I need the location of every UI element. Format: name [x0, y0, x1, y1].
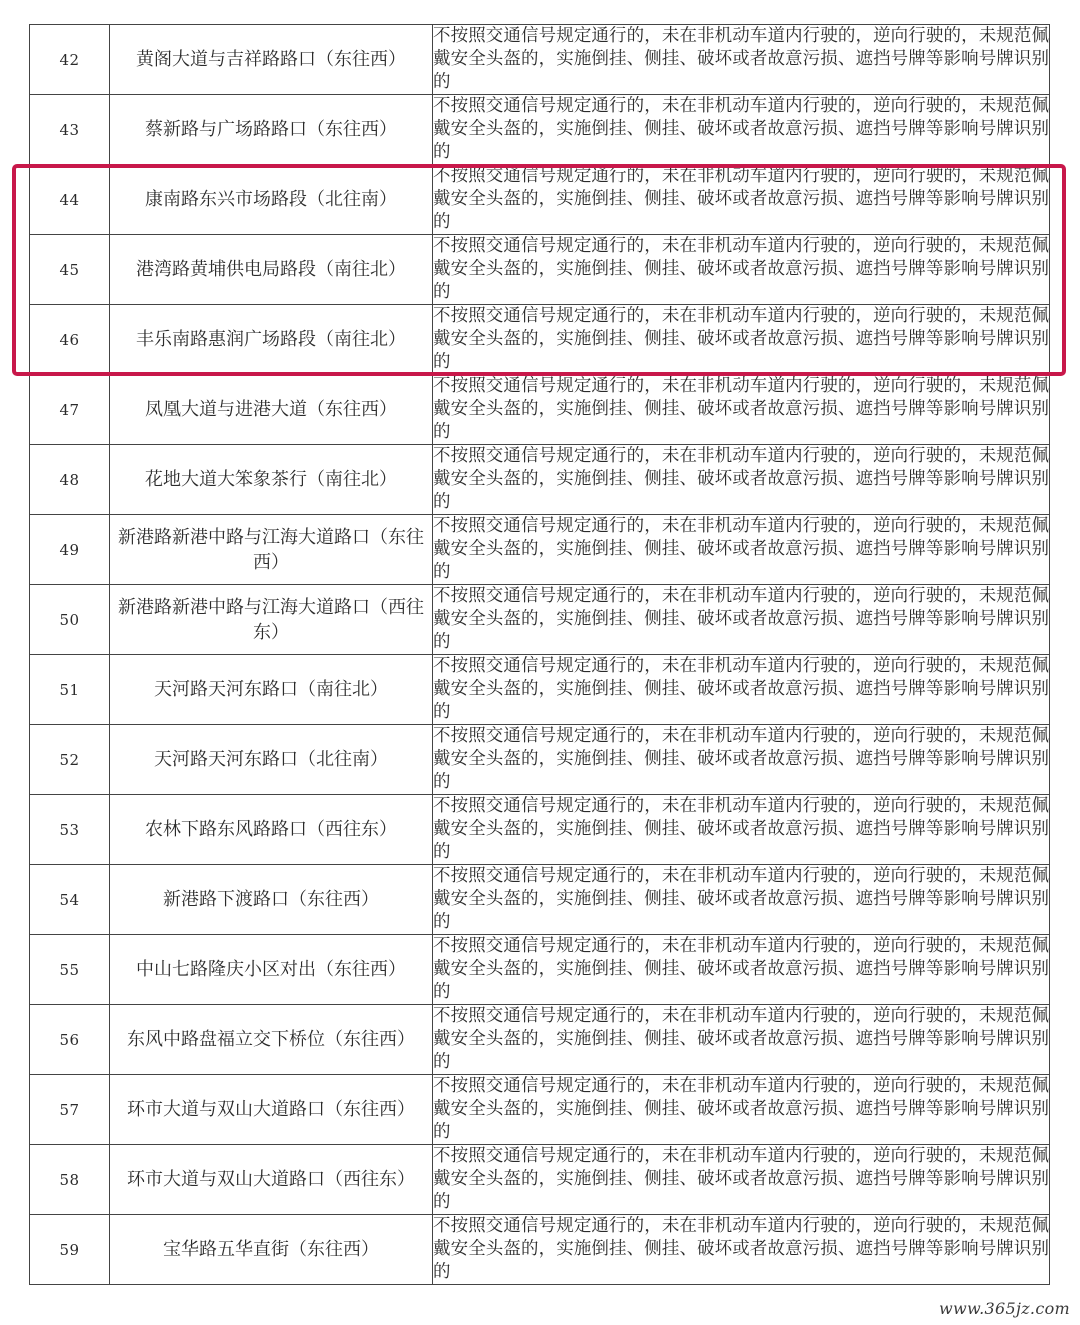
location-cell: 环市大道与双山大道路口（西往东） — [110, 1145, 433, 1215]
location-cell: 新港路新港中路与江海大道路口（东往西） — [110, 515, 433, 585]
violations-text: 不按照交通信号规定通行的，未在非机动车道内行驶的，逆向行驶的，未规范佩戴安全头盔的，实施倒挂、侧挂、破坏或者故意污损、遮挡号牌等影响号牌识别的 — [433, 1006, 1049, 1072]
violations-text: 不按照交通信号规定通行的，未在非机动车道内行驶的，逆向行驶的，未规范佩戴安全头盔的，实施倒挂、侧挂、破坏或者故意污损、遮挡号牌等影响号牌识别的 — [433, 796, 1049, 862]
location-cell: 环市大道与双山大道路口（东往西） — [110, 1075, 433, 1145]
row-number: 44 — [30, 165, 110, 235]
enforcement-location-table — [29, 24, 1050, 1285]
violations-text: 不按照交通信号规定通行的，未在非机动车道内行驶的，逆向行驶的，未规范佩戴安全头盔的，实施倒挂、侧挂、破坏或者故意污损、遮挡号牌等影响号牌识别的 — [433, 446, 1049, 512]
location-cell: 蔡新路与广场路路口（东往西） — [110, 95, 433, 165]
location-cell: 东风中路盘福立交下桥位（东往西） — [110, 1005, 433, 1075]
violations-cell — [433, 445, 1050, 515]
row-number: 56 — [30, 1005, 110, 1075]
watermark: www.365jz.com — [939, 1299, 1070, 1318]
location-cell: 新港路下渡路口（东往西） — [110, 865, 433, 935]
row-number: 57 — [30, 1075, 110, 1145]
violations-cell — [433, 305, 1050, 375]
location-cell: 天河路天河东路口（南往北） — [110, 655, 433, 725]
violations-text: 不按照交通信号规定通行的，未在非机动车道内行驶的，逆向行驶的，未规范佩戴安全头盔的，实施倒挂、侧挂、破坏或者故意污损、遮挡号牌等影响号牌识别的 — [433, 586, 1049, 652]
table-row — [30, 795, 1050, 865]
violations-text: 不按照交通信号规定通行的，未在非机动车道内行驶的，逆向行驶的，未规范佩戴安全头盔的，实施倒挂、侧挂、破坏或者故意污损、遮挡号牌等影响号牌识别的 — [433, 866, 1049, 932]
table-row — [30, 305, 1050, 375]
location-cell: 港湾路黄埔供电局路段（南往北） — [110, 235, 433, 305]
row-number: 43 — [30, 95, 110, 165]
violations-text: 不按照交通信号规定通行的，未在非机动车道内行驶的，逆向行驶的，未规范佩戴安全头盔的，实施倒挂、侧挂、破坏或者故意污损、遮挡号牌等影响号牌识别的 — [433, 656, 1049, 722]
location-cell: 宝华路五华直街（东往西） — [110, 1215, 433, 1285]
location-cell: 康南路东兴市场路段（北往南） — [110, 165, 433, 235]
row-number: 52 — [30, 725, 110, 795]
table-row — [30, 865, 1050, 935]
row-number: 54 — [30, 865, 110, 935]
violations-text: 不按照交通信号规定通行的，未在非机动车道内行驶的，逆向行驶的，未规范佩戴安全头盔的，实施倒挂、侧挂、破坏或者故意污损、遮挡号牌等影响号牌识别的 — [433, 516, 1049, 582]
violations-text: 不按照交通信号规定通行的，未在非机动车道内行驶的，逆向行驶的，未规范佩戴安全头盔的，实施倒挂、侧挂、破坏或者故意污损、遮挡号牌等影响号牌识别的 — [433, 1076, 1049, 1142]
violations-text: 不按照交通信号规定通行的，未在非机动车道内行驶的，逆向行驶的，未规范佩戴安全头盔的，实施倒挂、侧挂、破坏或者故意污损、遮挡号牌等影响号牌识别的 — [433, 166, 1049, 232]
table-row — [30, 235, 1050, 305]
violations-text: 不按照交通信号规定通行的，未在非机动车道内行驶的，逆向行驶的，未规范佩戴安全头盔的，实施倒挂、侧挂、破坏或者故意污损、遮挡号牌等影响号牌识别的 — [433, 1216, 1049, 1282]
violations-text: 不按照交通信号规定通行的，未在非机动车道内行驶的，逆向行驶的，未规范佩戴安全头盔的，实施倒挂、侧挂、破坏或者故意污损、遮挡号牌等影响号牌识别的 — [433, 96, 1049, 162]
violations-cell — [433, 935, 1050, 1005]
table-row — [30, 165, 1050, 235]
table-row — [30, 1075, 1050, 1145]
violations-cell — [433, 1145, 1050, 1215]
violations-cell — [433, 585, 1050, 655]
location-cell: 凤凰大道与进港大道（东往西） — [110, 375, 433, 445]
table-row — [30, 655, 1050, 725]
location-cell: 花地大道大笨象茶行（南往北） — [110, 445, 433, 515]
violations-text: 不按照交通信号规定通行的，未在非机动车道内行驶的，逆向行驶的，未规范佩戴安全头盔的，实施倒挂、侧挂、破坏或者故意污损、遮挡号牌等影响号牌识别的 — [433, 236, 1049, 302]
violations-cell — [433, 725, 1050, 795]
violations-text: 不按照交通信号规定通行的，未在非机动车道内行驶的，逆向行驶的，未规范佩戴安全头盔的，实施倒挂、侧挂、破坏或者故意污损、遮挡号牌等影响号牌识别的 — [433, 306, 1049, 372]
violations-text: 不按照交通信号规定通行的，未在非机动车道内行驶的，逆向行驶的，未规范佩戴安全头盔的，实施倒挂、侧挂、破坏或者故意污损、遮挡号牌等影响号牌识别的 — [433, 936, 1049, 1002]
table-row — [30, 375, 1050, 445]
table-row — [30, 935, 1050, 1005]
violations-text: 不按照交通信号规定通行的，未在非机动车道内行驶的，逆向行驶的，未规范佩戴安全头盔的，实施倒挂、侧挂、破坏或者故意污损、遮挡号牌等影响号牌识别的 — [433, 376, 1049, 442]
table-row — [30, 25, 1050, 95]
table-row — [30, 1215, 1050, 1285]
violations-text: 不按照交通信号规定通行的，未在非机动车道内行驶的，逆向行驶的，未规范佩戴安全头盔的，实施倒挂、侧挂、破坏或者故意污损、遮挡号牌等影响号牌识别的 — [433, 26, 1049, 92]
violations-cell — [433, 25, 1050, 95]
location-cell: 中山七路隆庆小区对出（东往西） — [110, 935, 433, 1005]
location-cell: 黄阁大道与吉祥路路口（东往西） — [110, 25, 433, 95]
violations-cell — [433, 1005, 1050, 1075]
row-number: 58 — [30, 1145, 110, 1215]
row-number: 59 — [30, 1215, 110, 1285]
table-body — [30, 25, 1050, 1285]
location-cell: 丰乐南路惠润广场路段（南往北） — [110, 305, 433, 375]
violations-cell — [433, 235, 1050, 305]
violations-cell — [433, 375, 1050, 445]
location-cell: 农林下路东风路路口（西往东） — [110, 795, 433, 865]
violations-cell — [433, 1215, 1050, 1285]
table-row — [30, 1005, 1050, 1075]
row-number: 45 — [30, 235, 110, 305]
violations-text: 不按照交通信号规定通行的，未在非机动车道内行驶的，逆向行驶的，未规范佩戴安全头盔的，实施倒挂、侧挂、破坏或者故意污损、遮挡号牌等影响号牌识别的 — [433, 726, 1049, 792]
table-row — [30, 1145, 1050, 1215]
violations-cell — [433, 1075, 1050, 1145]
table-row — [30, 585, 1050, 655]
violations-cell — [433, 165, 1050, 235]
location-cell: 天河路天河东路口（北往南） — [110, 725, 433, 795]
violations-cell — [433, 95, 1050, 165]
location-cell: 新港路新港中路与江海大道路口（西往东） — [110, 585, 433, 655]
violations-text: 不按照交通信号规定通行的，未在非机动车道内行驶的，逆向行驶的，未规范佩戴安全头盔的，实施倒挂、侧挂、破坏或者故意污损、遮挡号牌等影响号牌识别的 — [433, 1146, 1049, 1212]
row-number: 49 — [30, 515, 110, 585]
row-number: 55 — [30, 935, 110, 1005]
violations-cell — [433, 515, 1050, 585]
violations-cell — [433, 865, 1050, 935]
violations-cell — [433, 655, 1050, 725]
row-number: 42 — [30, 25, 110, 95]
table-row — [30, 725, 1050, 795]
row-number: 53 — [30, 795, 110, 865]
violations-cell — [433, 795, 1050, 865]
row-number: 47 — [30, 375, 110, 445]
table-row — [30, 445, 1050, 515]
table-row — [30, 95, 1050, 165]
row-number: 50 — [30, 585, 110, 655]
table-row — [30, 515, 1050, 585]
row-number: 51 — [30, 655, 110, 725]
row-number: 46 — [30, 305, 110, 375]
row-number: 48 — [30, 445, 110, 515]
